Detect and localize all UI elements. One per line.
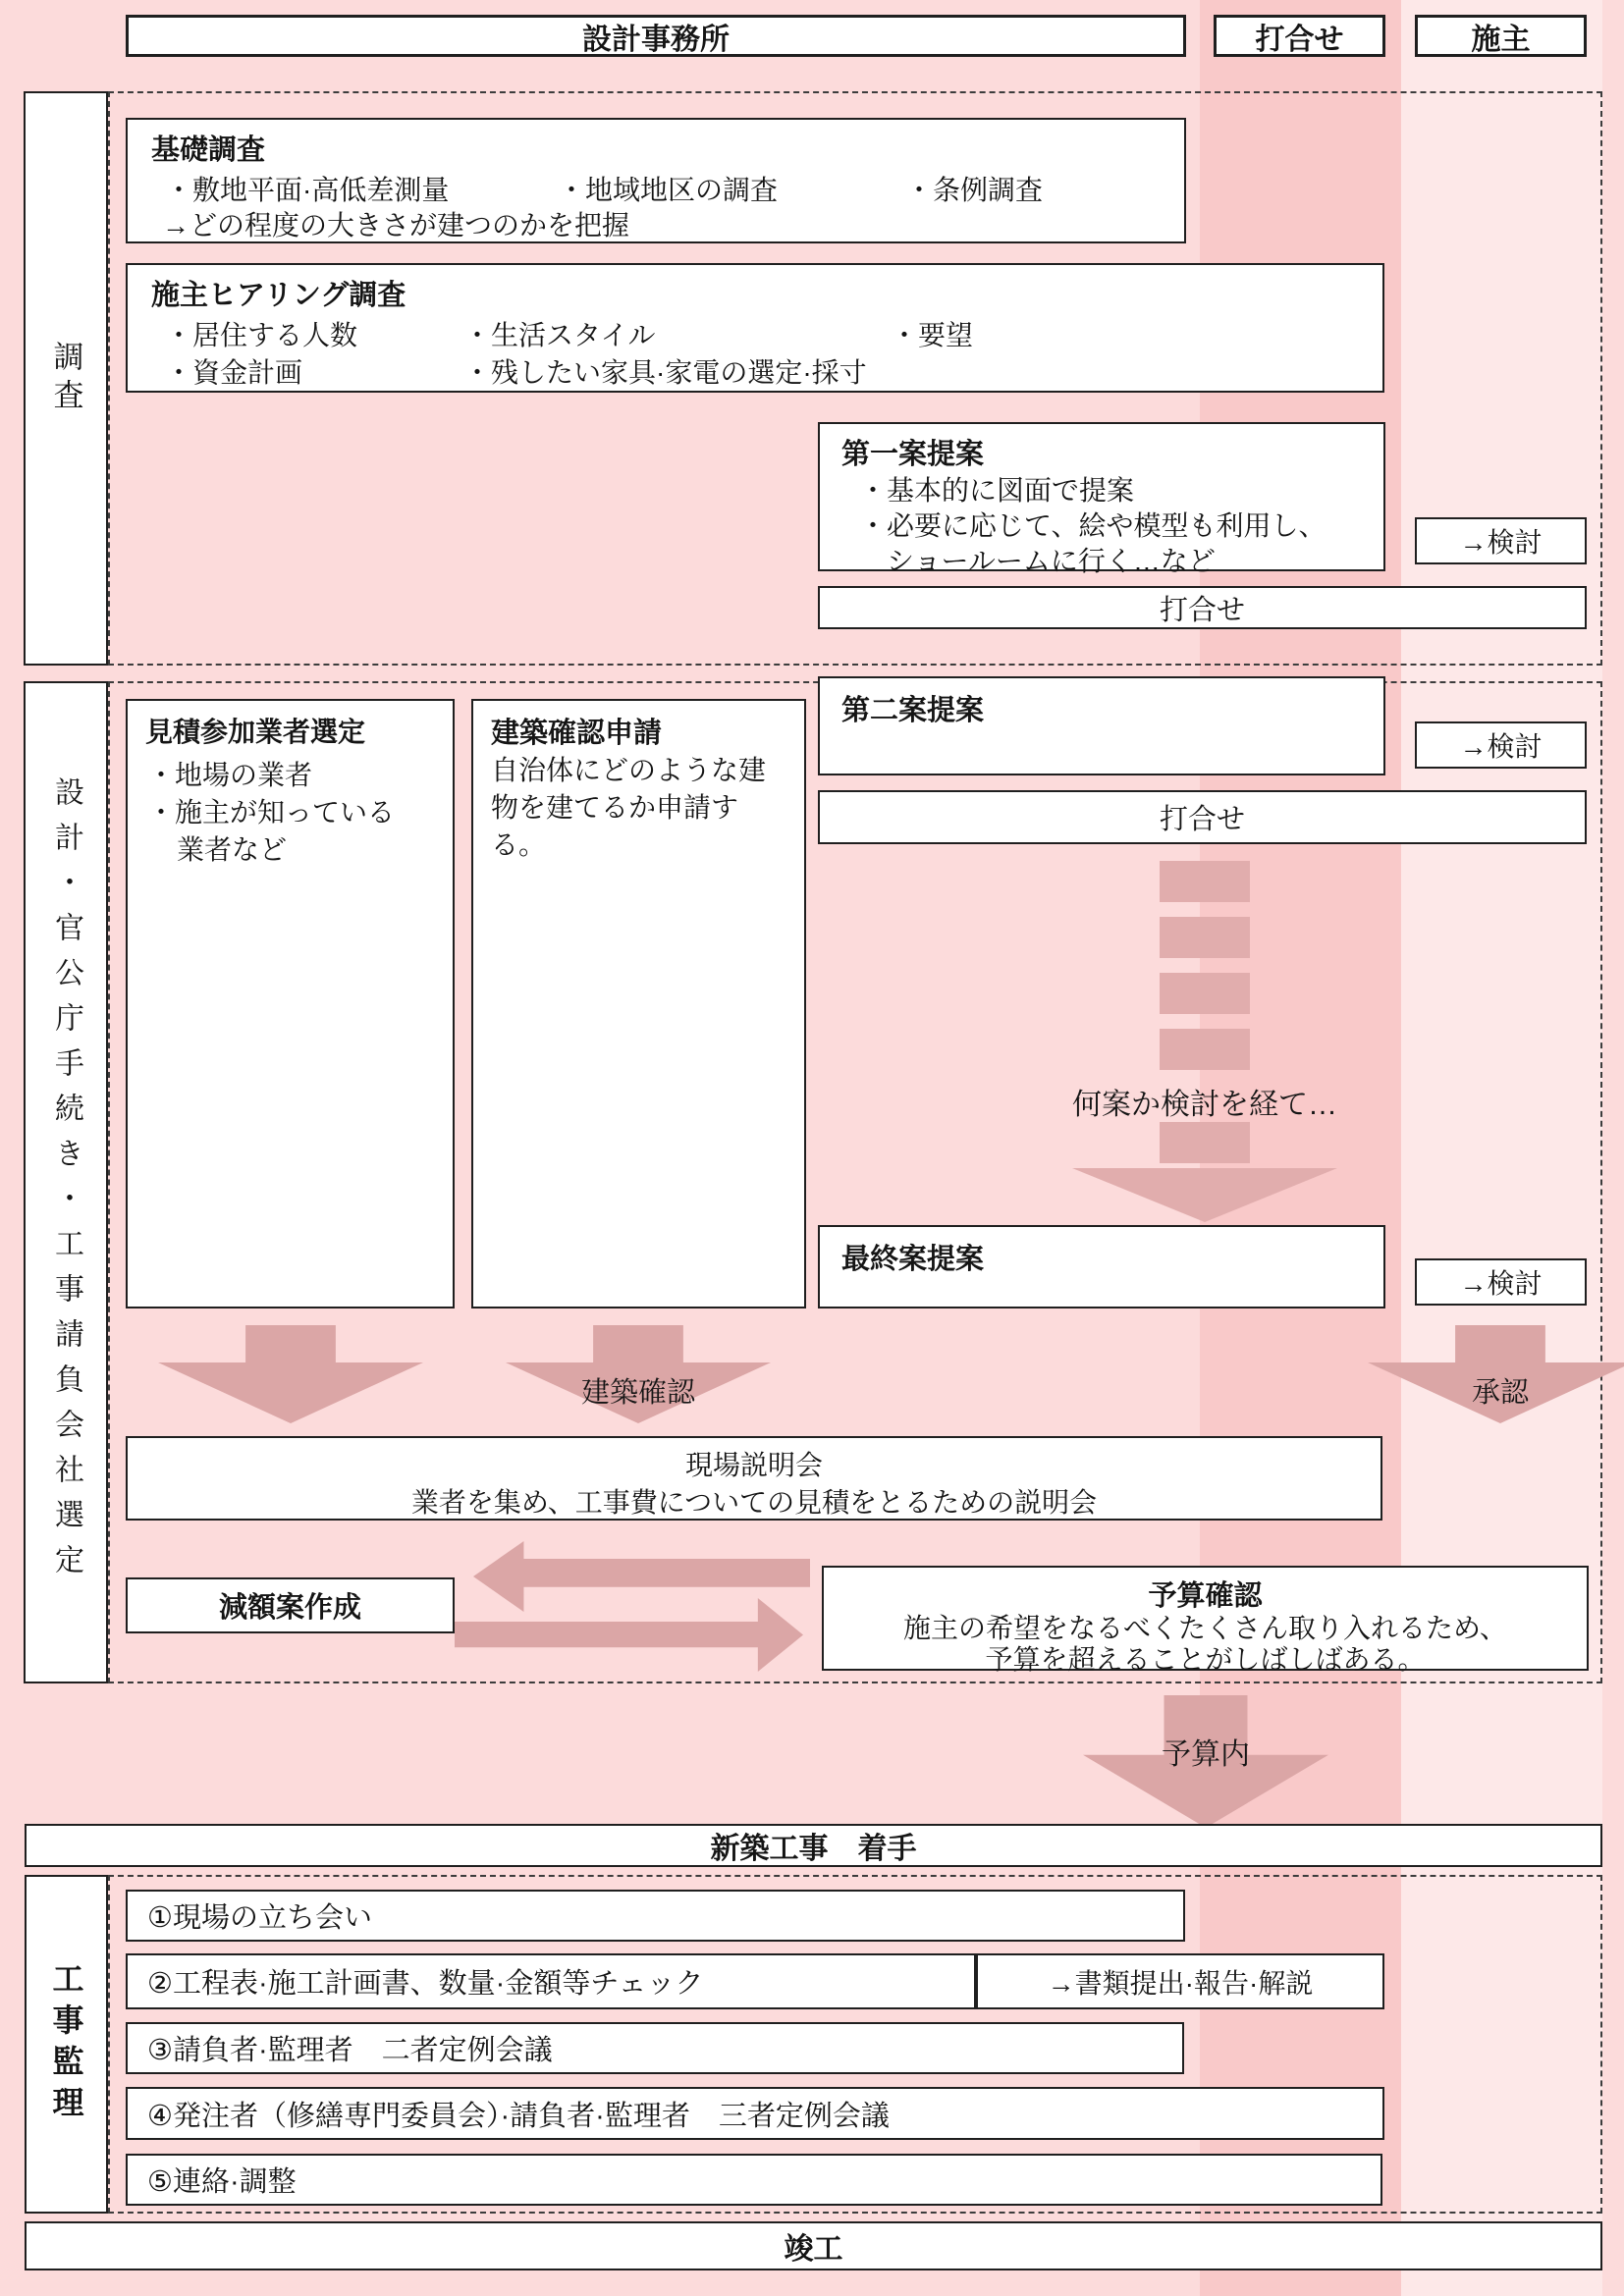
review-box-2: [1415, 721, 1587, 769]
iteration-arrow-segment: [1160, 861, 1250, 902]
iteration-arrow-segment: [1160, 1122, 1250, 1163]
supervision-item-5: [126, 2154, 1382, 2206]
completion-label: 竣工: [784, 2233, 843, 2266]
estimate-bidders-title: 見積参加業者選定: [145, 717, 366, 747]
reduction-plan-box: [126, 1577, 455, 1633]
final-proposal-title: 最終案提案: [841, 1244, 985, 1275]
owner-hearing-title: 施主ヒアリング調査: [151, 280, 406, 311]
owner-hearing-box: [126, 263, 1384, 393]
estimate-bidders-line: 業者など: [177, 834, 288, 865]
final-proposal-box: [818, 1225, 1385, 1308]
approval-arrow-label: 承認: [1471, 1377, 1529, 1409]
supervision-item-4-label: ④発注者（修繕専門委員会）·請負者·監理者 三者定例会議: [147, 2100, 890, 2132]
meeting-bar-1: [818, 586, 1587, 629]
budget-check-line2: 予算を超えることがしばしばある。: [985, 1644, 1426, 1675]
design-label-text: 設計・官公庁手続き・工事請負会社選定: [50, 775, 82, 1589]
iteration-arrow-segment: [1160, 973, 1250, 1014]
header-client-column: [1415, 15, 1587, 57]
supervision-item-1: [126, 1890, 1185, 1942]
second-proposal-box: [818, 676, 1385, 775]
budget-check-title: 予算確認: [1148, 1580, 1263, 1612]
review-box-3: [1415, 1258, 1587, 1306]
budget-check-box: [822, 1566, 1589, 1675]
header-design-office: [126, 15, 1186, 57]
within-budget-label: 予算内: [1162, 1738, 1250, 1771]
basic-survey-title: 基礎調査: [151, 134, 266, 166]
document-report-box: [976, 1953, 1384, 2009]
iteration-note: 何案か検討を経て…: [1072, 1089, 1337, 1121]
section-supervision-label: [25, 1875, 108, 2214]
review-box-1: [1415, 517, 1587, 564]
header-meeting-column: [1214, 15, 1385, 57]
supervision-item-3: [126, 2022, 1184, 2074]
supervision-item-3-label: ③請負者·監理者 二者定例会議: [147, 2035, 553, 2066]
estimate-bidders-line: ・地場の業者: [147, 760, 313, 790]
basic-survey-box: [126, 118, 1186, 243]
second-proposal-title: 第二案提案: [841, 695, 985, 726]
supervision-item-1-label: ①現場の立ち会い: [147, 1902, 372, 1934]
building-confirm-arrow-label: 建築確認: [580, 1377, 695, 1409]
supervision-label-text: 工事監理: [48, 1961, 84, 2127]
building-confirmation-box: [471, 699, 806, 1308]
header-client-label: 施主: [1471, 23, 1531, 56]
supervision-item-2-label: ②工程表·施工計画書、数量·金額等チェック: [147, 1968, 704, 2000]
basic-survey-item: ・敷地平面·高低差測量: [165, 175, 450, 205]
estimate-bidders-line: ・施主が知っている: [147, 797, 396, 828]
site-briefing-box: [126, 1436, 1382, 1521]
supervision-item-2: [126, 1953, 976, 2009]
section-design-label: [24, 681, 108, 1683]
basic-survey-item: ・条例調査: [905, 175, 1044, 205]
construction-start-label: 新築工事 着手: [710, 1833, 917, 1865]
first-proposal-title: 第一案提案: [841, 439, 985, 470]
review-box-3-label: →検討: [1459, 1268, 1543, 1299]
site-briefing-line2: 業者を集め、工事費についての見積をとるための説明会: [410, 1487, 1098, 1518]
iteration-arrow-segment: [1160, 917, 1250, 958]
supervision-item-5-label: ⑤連絡·調整: [147, 2166, 297, 2198]
first-proposal-line: ショールームに行く…など: [887, 546, 1216, 576]
estimate-bidders-box: [126, 699, 455, 1308]
completion-bar: [25, 2221, 1602, 2270]
supervision-item-4: [126, 2087, 1384, 2140]
building-confirmation-body: 自治体にどのような建物を建てるか申請する。: [491, 755, 767, 860]
owner-hearing-item: ・残したい家具·家電の選定·採寸: [463, 357, 867, 388]
owner-hearing-item: ・生活スタイル: [463, 320, 656, 350]
meeting-bar-2: [818, 790, 1587, 844]
review-box-1-label: →検討: [1459, 527, 1543, 558]
building-confirmation-title: 建築確認申請: [491, 718, 663, 749]
owner-hearing-item: ・資金計画: [165, 357, 303, 388]
first-proposal-box: [818, 422, 1385, 576]
document-report-label: →書類提出·報告·解説: [1047, 1967, 1314, 1999]
site-briefing-line1: 現場説明会: [684, 1450, 823, 1480]
iteration-arrow-segment: [1160, 1029, 1250, 1070]
section-survey-label: [24, 91, 108, 666]
owner-hearing-item: ・要望: [891, 320, 974, 350]
owner-hearing-item: ・居住する人数: [165, 320, 358, 350]
review-box-2-label: →検討: [1459, 731, 1543, 762]
basic-survey-item: ・地域地区の調査: [558, 175, 779, 205]
first-proposal-line: ・基本的に図面で提案: [859, 475, 1135, 506]
header-design-office-label: 設計事務所: [582, 23, 730, 56]
first-proposal-line: ・必要に応じて、絵や模型も利用し、: [859, 510, 1326, 541]
meeting-bar-2-label: 打合せ: [1159, 804, 1245, 835]
survey-label-text: 調査: [48, 340, 83, 417]
budget-check-line1: 施主の希望をなるべくたくさん取り入れるため、: [903, 1613, 1507, 1643]
meeting-bar-1-label: 打合せ: [1159, 594, 1245, 626]
construction-start-banner: [25, 1824, 1602, 1867]
header-meeting-label: 打合せ: [1255, 23, 1344, 56]
reduction-plan-label: 減額案作成: [218, 1592, 361, 1624]
basic-survey-note: →どの程度の大きさが建つのかを把握: [162, 210, 630, 240]
